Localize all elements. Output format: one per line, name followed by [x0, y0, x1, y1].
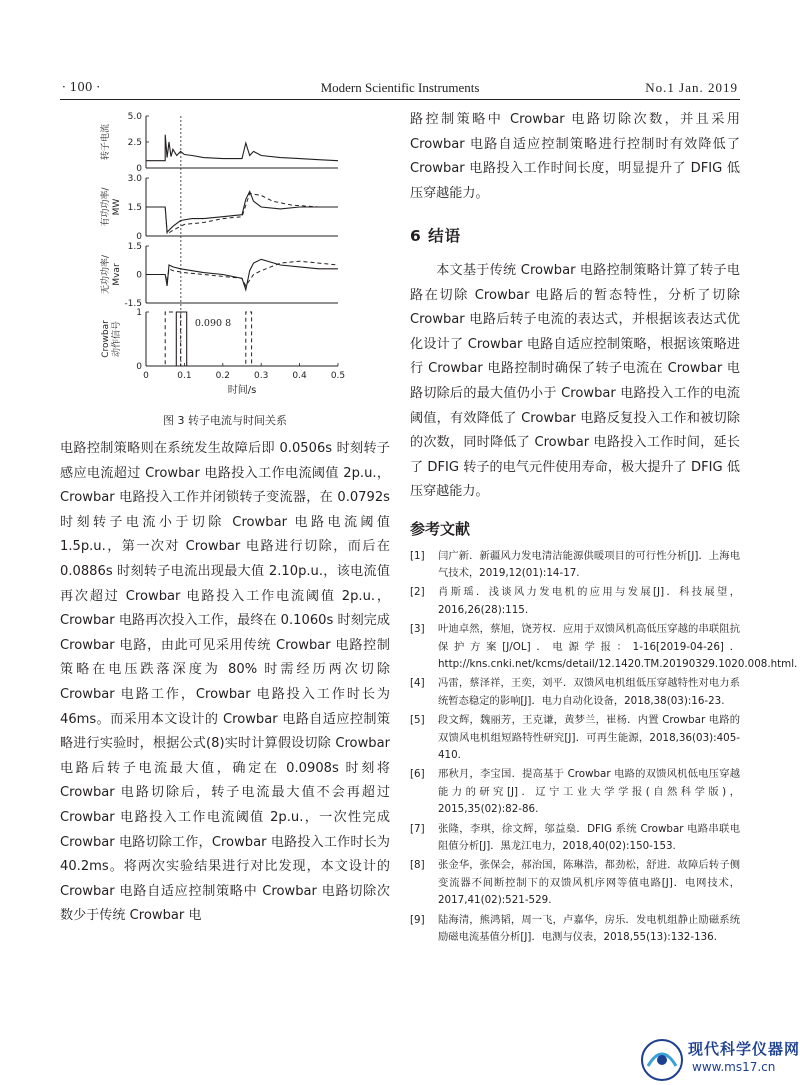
- reference-text: 叶迪卓然，蔡旭，饶芳权．应用于双馈风机高低压穿越的串联阻抗保护方案[J/OL]．电源学报：1-16[2019-04-26]．http://kns.cnki.net/kcms/detail/12.1420.TM.20190329.1020.008.html.: [438, 623, 798, 670]
- reference-number: [9]: [410, 913, 425, 926]
- x-tick-label: 0.4: [292, 371, 307, 381]
- panel-y-label: 有功功率/: [101, 187, 111, 227]
- reference-text: 张隆，李琪，徐文辉，邬益燊．DFIG 系统 Crowbar 电路串联电阻值分析[J]．黑龙江电力，2018,40(02):150-153.: [438, 822, 740, 852]
- panel-y-label-unit: Mvar: [112, 263, 122, 286]
- reference-item: [410, 912, 740, 947]
- reference-item: [410, 584, 740, 619]
- y-tick-label: 0: [136, 270, 142, 281]
- reference-number: [2]: [410, 586, 425, 599]
- watermark-title: 现代科学仪器网: [688, 1040, 800, 1058]
- conclusion-paragraph: 本文基于传统 Crowbar 电路控制策略计算了转子电路在切除 Crowbar 电路后的暂态特性，分析了切除 Crowbar 电路后转子电流的表达式，并根据该表达式优化设计了 Crowbar 电路自适应控制策略，根据该策略进行 Crowbar 电路控制时确保了转子电流在 Crowbar 电路切除后的最大值仍小于 Crowbar 电路投入工作的电流阈值，有效降低了 Crowbar 电路反复投入工作和被切除的次数，同时降低了 Crowbar 电路投入工作时间，延长了 DFIG 转子的电气元件使用寿命，极大提升了 DFIG 低压穿越能力。: [410, 262, 740, 500]
- reference-number: [6]: [410, 768, 425, 781]
- series-line: [146, 135, 338, 161]
- series-line: [146, 312, 338, 366]
- reference-item: [410, 766, 740, 818]
- x-axis-label: 时间/s: [227, 385, 257, 396]
- x-tick-label: 0.3: [254, 371, 269, 381]
- reference-item: [410, 675, 740, 710]
- figure-rotor-current: [98, 108, 360, 408]
- y-tick-label: 1.5: [127, 203, 142, 213]
- y-tick-label: 0: [136, 362, 142, 372]
- reference-item: [410, 621, 798, 673]
- reference-number: [1]: [410, 549, 425, 562]
- reference-item: [410, 857, 740, 909]
- reference-text: 段文辉，魏丽芳，王克谦，黄梦兰，崔杨．内置 Crowbar 电路的双馈风电机组短路特性研究[J]．可再生能源，2018,36(03):405-410.: [438, 714, 740, 761]
- panel-y-label: 无功功率/: [101, 254, 111, 295]
- reference-number: [3]: [410, 623, 425, 636]
- y-tick-label: 1: [136, 308, 142, 318]
- panel-y-label-unit: 动作信号: [112, 320, 122, 358]
- body-paragraph: 电路控制策略则在系统发生故障后即 0.0506s 时刻转子感应电流超过 Crowbar 电路投入工作电流阈值 2p.u.，Crowbar 电路投入工作并闭锁转子变流器，在 0.0792s 时刻转子电流小于切除 Crowbar 电路电流阈值 1.5p.u.，第一次对 Crowbar 电路进行切除，而后在 0.0886s 时刻转子电流出现最大值 2.10p.u.，该电流值再次超过 Crowbar 电路投入工作电流阈值 2p.u.，Crowbar 电路再次投入工作，最终在 0.1060s 时刻完成 Crowbar 电路，由此可见采用传统 Crowbar 电路控制策略在电压跌落深度为 80% 时需经历两次切除 Crowbar 电路工作，Crowbar 电路投入工作时长为 46ms。而采用本文设计的 Crowbar 电路自适应控制策略进行实验时，根据公式(8)实时计算假设切除 Crowbar 电路后转子电流最大值，确定在 0.0908s 时刻将 Crowbar 电路切除后，转子电流最大值不会再超过 Crowbar 电路投入工作电流阈值 2p.u.，一次性完成 Crowbar 电路切除工作，Crowbar 电路投入工作时长为 40.2ms。将两次实验结果进行对比发现，本文设计的 Crowbar 电路自适应控制策略中 Crowbar 电路切除次数少于传统 Crowbar 电: [60, 441, 390, 924]
- x-tick-label: 0: [143, 371, 149, 381]
- series-line: [146, 259, 338, 289]
- figure-caption: 图 3 转子电流与时间关系: [163, 414, 287, 427]
- journal-name: Modern Scientific Instruments: [320, 80, 480, 95]
- y-tick-label: -1.5: [124, 299, 142, 309]
- series-line: [146, 192, 338, 233]
- x-tick-label: 0.1: [177, 371, 192, 381]
- reference-item: [410, 548, 740, 583]
- reference-text: 陆海清，熊鸿韬，周一飞，卢嘉华，房乐．发电机组静止励磁系统励磁电流基值分析[J]．电测与仪表，2018,55(13):132-136.: [438, 913, 740, 944]
- series-line: [146, 312, 338, 366]
- reference-number: [5]: [410, 714, 425, 727]
- reference-text: 邢秋月，李宝国．提高基于 Crowbar 电路的双馈风机低电压穿越能力的研究[J]．辽宁工业大学学报(自然科学版)，2015,35(02):82-86.: [438, 768, 740, 816]
- watermark-url: www.ms17.cn: [692, 1060, 776, 1074]
- y-tick-label: 5.0: [127, 112, 142, 122]
- reference-item: [410, 821, 740, 856]
- page-number: · 100 ·: [62, 80, 101, 94]
- reference-text: 张金华，张保会，郝治国，陈琳浩，都劲松，舒进．故障后转子侧变流器不间断控制下的双馈风机序网等值电路[J]．电网技术，2017,41(02):521-529.: [438, 859, 740, 907]
- panel-y-label: Crowbar: [101, 320, 111, 358]
- y-tick-label: 0: [136, 232, 142, 242]
- issue-date: No.1 Jan. 2019: [645, 80, 738, 95]
- y-tick-label: 3.0: [127, 174, 142, 184]
- reference-number: [8]: [410, 859, 425, 872]
- reference-number: [7]: [410, 822, 425, 835]
- right-column: [410, 108, 798, 948]
- left-column: [60, 437, 390, 929]
- reference-text: 肖斯瑶．浅谈风力发电机的应用与发展[J]．科技展望，2016,26(28):115.: [438, 586, 740, 616]
- reference-list: [410, 548, 798, 947]
- running-header: [0, 80, 800, 100]
- reference-item: [410, 712, 740, 764]
- series-line: [146, 261, 338, 286]
- y-tick-label: 2.5: [127, 138, 142, 148]
- panel-y-label-unit: MW: [112, 198, 122, 216]
- body-paragraph-continued: 路控制策略中 Crowbar 电路切除次数，并且采用 Crowbar 电路自适应控制策略进行控制时有效降低了 Crowbar 电路投入工作时间长度，明显提升了 DFIG 低压穿越能力。: [410, 112, 740, 201]
- x-tick-label: 0.5: [330, 371, 346, 381]
- header-rule: [60, 99, 740, 100]
- reference-text: 闫广新．新疆风力发电清洁能源供暖项目的可行性分析[J]．上海电气技术，2019,12(01):14-17.: [438, 549, 740, 579]
- section-title: 6 结语: [410, 227, 462, 246]
- y-tick-label: 0: [136, 164, 142, 174]
- y-tick-label: 1.5: [127, 242, 142, 252]
- marker-annotation: 0.090 8: [194, 318, 232, 329]
- x-tick-label: 0.2: [215, 371, 230, 381]
- reference-text: 冯雷，蔡泽祥，王奕，刘平．双馈风电机组低压穿越特性对电力系统暂态稳定的影响[J]．电力自动化设备，2018,38(03):16-23.: [438, 677, 740, 707]
- panel-y-label: 转子电流: [101, 123, 111, 161]
- references-title: 参考文献: [410, 519, 471, 538]
- reference-number: [4]: [410, 677, 425, 690]
